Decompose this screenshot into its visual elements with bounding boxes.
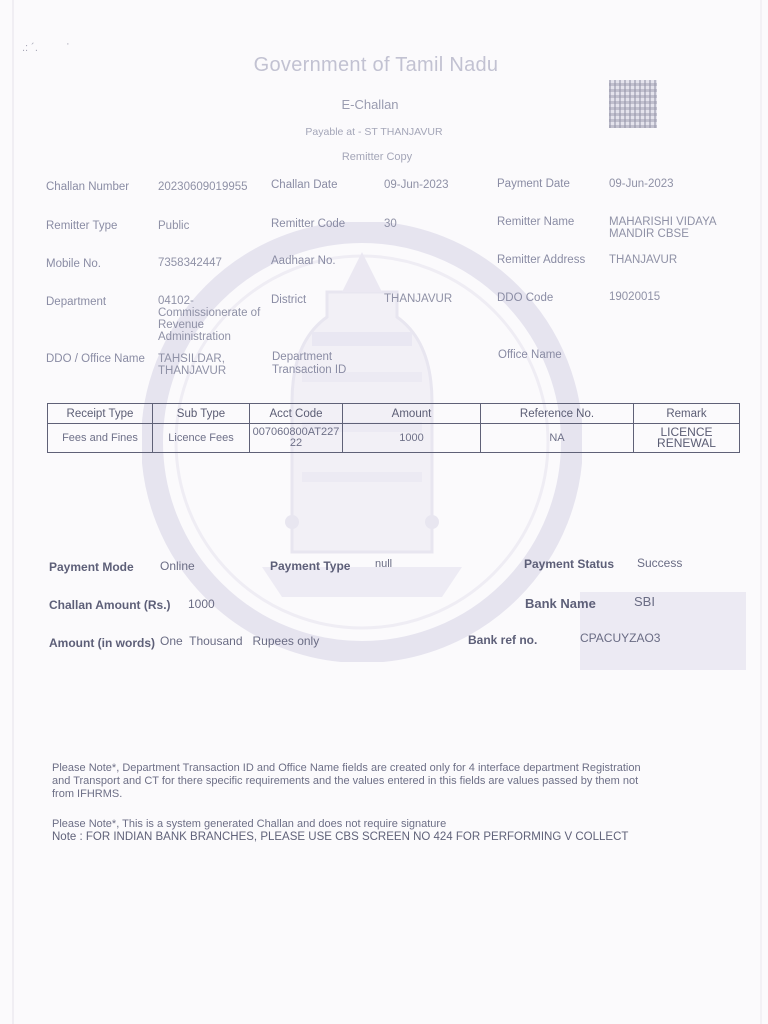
payment-mode-label: Payment Mode bbox=[49, 560, 134, 574]
challan-amount-label: Challan Amount (Rs.) bbox=[49, 598, 171, 612]
ddo-office-label: DDO / Office Name bbox=[46, 353, 145, 365]
column-header: Receipt Type bbox=[48, 404, 153, 424]
dept-transaction-id-label bbox=[272, 351, 346, 377]
district-label: District bbox=[271, 294, 307, 306]
ddo-code-label: DDO Code bbox=[497, 292, 554, 304]
remitter-name-line: MAHARISHI VIDAYA bbox=[609, 216, 717, 228]
echallan-title: E-Challan bbox=[341, 97, 399, 112]
note-line: from IFHRMS. bbox=[52, 788, 123, 800]
challan-date-label: Challan Date bbox=[271, 179, 338, 191]
note-interface-departments bbox=[52, 762, 641, 801]
remitter-type-value: Public bbox=[158, 220, 190, 232]
remitter-code-label: Remitter Code bbox=[271, 218, 346, 230]
bank-ref-label: Bank ref no. bbox=[468, 633, 538, 647]
note-system-generated: Please Note*, This is a system generated Challan and does not require signature bbox=[52, 818, 447, 830]
government-title: Government of Tamil Nadu bbox=[253, 54, 499, 76]
department-line: Revenue bbox=[158, 319, 205, 331]
sub-type-cell: Licence Fees bbox=[153, 424, 250, 453]
table-header-row bbox=[48, 404, 740, 424]
payment-date-value: 09-Jun-2023 bbox=[609, 178, 674, 190]
receipt-table bbox=[47, 403, 740, 453]
receipt-type-cell: Fees and Fines bbox=[48, 424, 153, 453]
amount-cell: 1000 bbox=[343, 424, 481, 453]
challan-number-label: Challan Number bbox=[46, 181, 130, 193]
column-header: Reference No. bbox=[481, 404, 634, 424]
payment-type-value: null bbox=[375, 558, 393, 570]
bank-ref-value: CPACUYZAO3 bbox=[580, 631, 661, 645]
dept-transaction-line: Transaction ID bbox=[272, 364, 347, 376]
challan-date-value: 09-Jun-2023 bbox=[384, 179, 449, 191]
payment-type-label: Payment Type bbox=[270, 559, 351, 573]
ddo-code-value: 19020015 bbox=[609, 291, 661, 303]
district-value: THANJAVUR bbox=[384, 293, 453, 305]
column-header: Sub Type bbox=[153, 404, 250, 424]
bank-name-value: SBI bbox=[634, 594, 655, 609]
copy-type: Remitter Copy bbox=[341, 151, 413, 163]
remitter-code-value: 30 bbox=[384, 218, 397, 230]
remitter-name-label: Remitter Name bbox=[497, 216, 575, 228]
scan-speck: .: ´. bbox=[22, 42, 38, 54]
note-indian-bank: Note : FOR INDIAN BANK BRANCHES, PLEASE USE CBS SCREEN NO 424 FOR PERFORMING V COLLECT bbox=[52, 831, 629, 843]
column-header: Remark bbox=[634, 404, 740, 424]
table-row bbox=[48, 424, 740, 453]
mobile-value: 7358342447 bbox=[158, 257, 222, 269]
office-name-label: Office Name bbox=[498, 349, 562, 361]
aadhaar-label: Aadhaar No. bbox=[271, 255, 336, 267]
challan-amount-value: 1000 bbox=[188, 597, 215, 611]
reference-cell: NA bbox=[481, 424, 634, 453]
payment-status-label: Payment Status bbox=[524, 557, 615, 571]
mobile-label: Mobile No. bbox=[46, 258, 101, 270]
scan-speck: · bbox=[66, 38, 70, 50]
department-line: 04102- bbox=[158, 295, 194, 307]
note-line: Please Note*, Department Transaction ID and Office Name fields are created only for 4 interface department Registration bbox=[52, 762, 641, 774]
ddo-office-line: TAHSILDAR, bbox=[158, 353, 225, 365]
ddo-office-value bbox=[158, 353, 226, 377]
payment-mode-value: Online bbox=[160, 559, 195, 573]
acct-code-line: 22 bbox=[289, 437, 303, 449]
amount-words-value: One Thousand Rupees only bbox=[160, 634, 320, 648]
acct-code-line: 007060800AT227 bbox=[252, 426, 340, 438]
column-header: Amount bbox=[343, 404, 481, 424]
challan-number-value: 20230609019955 bbox=[158, 181, 248, 193]
remitter-name-value bbox=[609, 216, 717, 240]
column-header: Acct Code bbox=[250, 404, 343, 424]
amount-words-label: Amount (in words) bbox=[49, 636, 155, 650]
remark-cell: LICENCE RENEWAL bbox=[634, 424, 740, 453]
acct-code-cell bbox=[250, 424, 343, 453]
payable-at: Payable at - ST THANJAVUR bbox=[305, 126, 443, 138]
remitter-address-label: Remitter Address bbox=[497, 254, 586, 266]
department-value bbox=[158, 295, 260, 343]
department-label: Department bbox=[46, 296, 107, 308]
department-line: Administration bbox=[158, 331, 231, 343]
dept-transaction-line: Department bbox=[272, 351, 333, 363]
bank-name-label: Bank Name bbox=[525, 596, 596, 611]
department-line: Commissionerate of bbox=[158, 307, 261, 319]
payment-date-label: Payment Date bbox=[497, 178, 570, 190]
remitter-address-value: THANJAVUR bbox=[609, 254, 678, 266]
remitter-name-line: MANDIR CBSE bbox=[609, 228, 689, 240]
note-line: and Transport and CT for there specific requirements and the values entered in this fields are values passed by them not bbox=[52, 775, 639, 787]
ddo-office-line: THANJAVUR bbox=[158, 365, 227, 377]
remitter-type-label: Remitter Type bbox=[46, 220, 118, 232]
payment-status-value: Success bbox=[637, 556, 683, 570]
